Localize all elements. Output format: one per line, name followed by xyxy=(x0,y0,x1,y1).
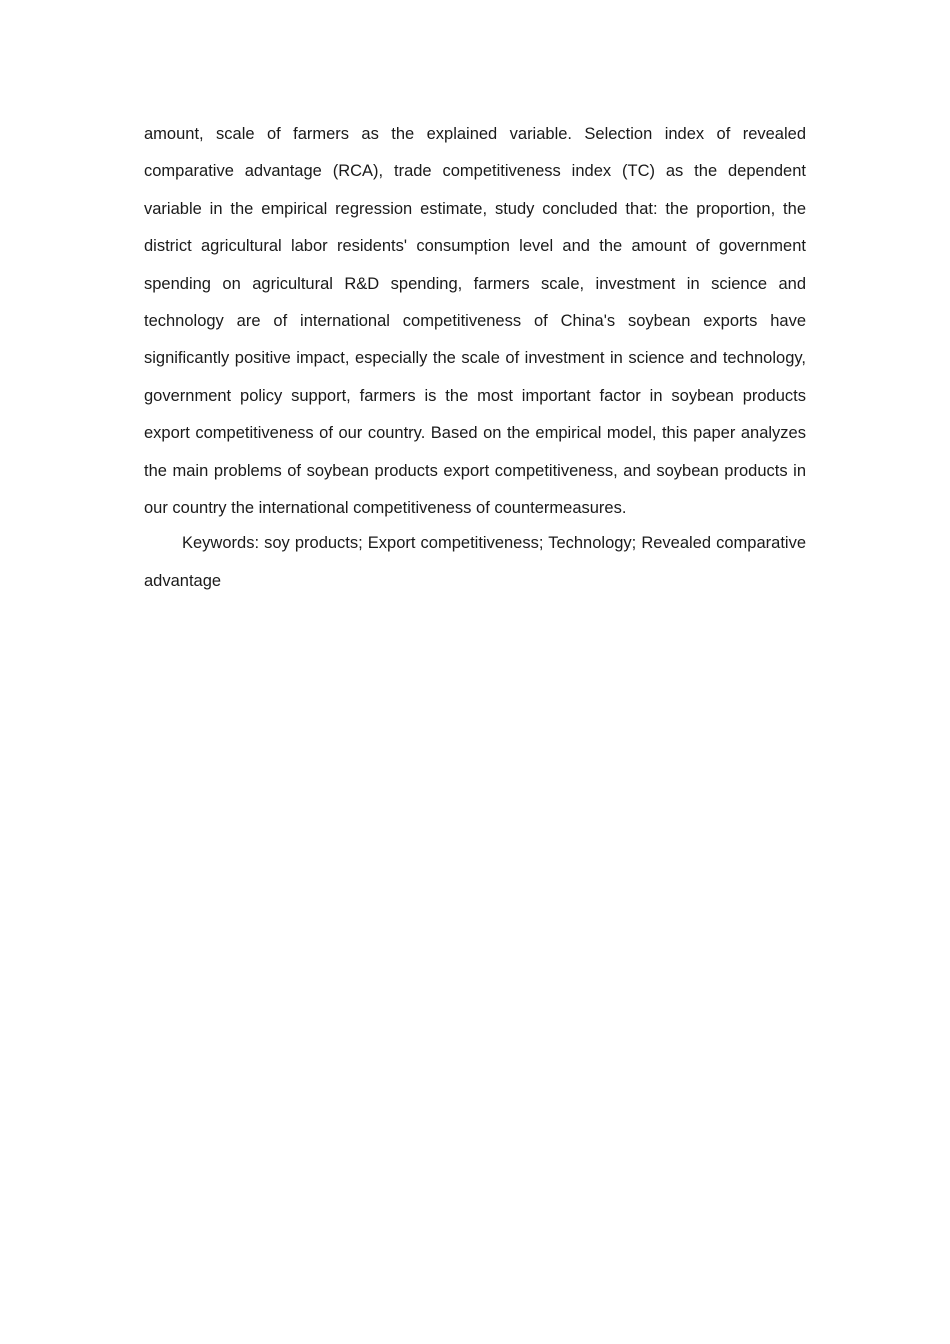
keywords-paragraph: Keywords: soy products; Export competitiveness; Technology; Revealed comparative advantage xyxy=(144,534,806,590)
abstract-paragraph: amount, scale of farmers as the explained variable. Selection index of revealed comparative advantage (RCA), trade competitiveness index (TC) as the dependent variable in the empirical regression estimate, study concluded that: the proportion, the district agricultural labor residents' consumption level and the amount of government spending on agricultural R&D spending, farmers scale, investment in science and technology are of international competitiveness of China's soybean exports have significantly positive impact, especially the scale of investment in science and technology, government policy support, farmers is the most important factor in soybean products export competitiveness of our country. Based on the empirical model, this paper analyzes the main problems of soybean products export competitiveness, and soybean products in our country the international competitiveness of countermeasures. xyxy=(144,125,806,518)
abstract-section xyxy=(144,116,806,600)
